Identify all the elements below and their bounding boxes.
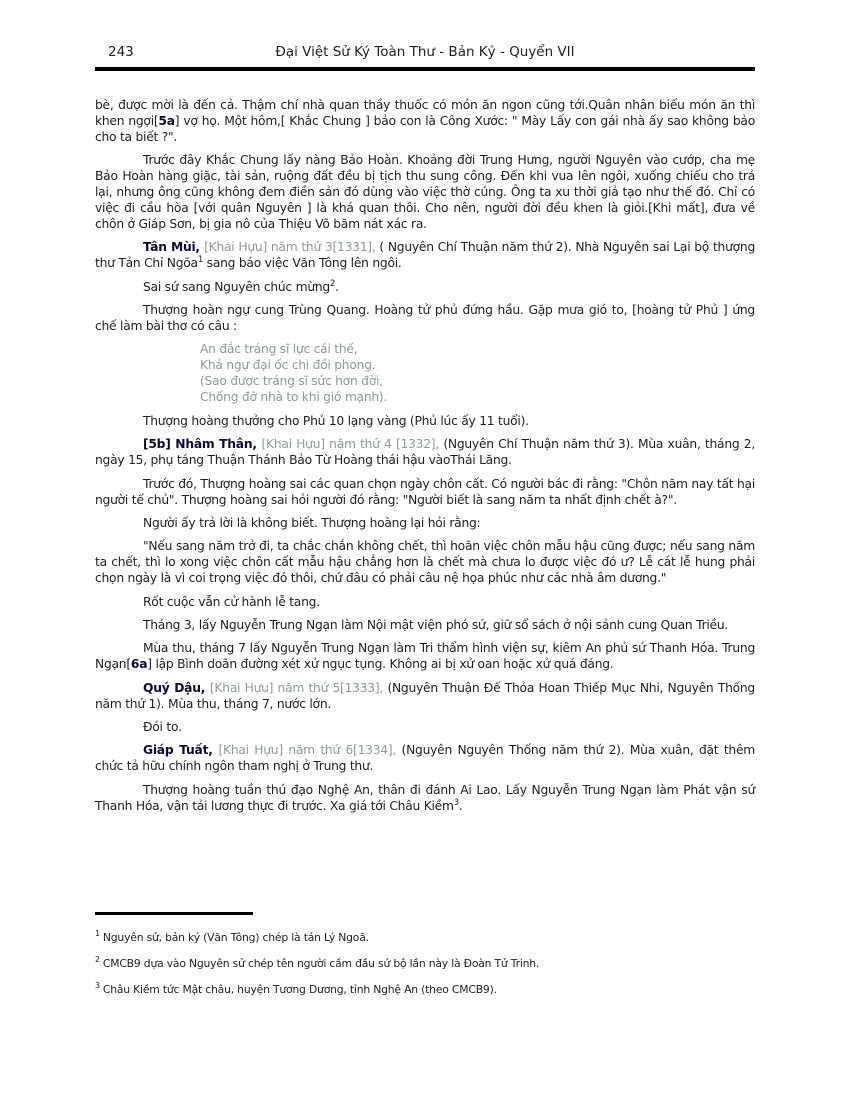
bold-run: 5a [158, 113, 175, 128]
body-content [95, 98, 755, 822]
page-number: 243 [108, 44, 134, 60]
footnote-ref: 2 [329, 278, 336, 289]
text-run: Đói to. [143, 720, 182, 734]
footnote-separator [95, 912, 253, 915]
text-run: ] lập Bình doãn đường xét xử ngục tụng. Không ai bị xử oan hoặc xử quá đáng. [147, 657, 614, 672]
footnote-number: 1 [95, 929, 100, 939]
poem-line: (Sao được tráng sĩ sức hơn đời, [200, 374, 383, 389]
text-run: Thượng hoàn ngự cung Trùng Quang. Hoàng tử phủ đứng hầu. Gặp mưa gió to, [hoàng tử Phủ ] ứng chế làm bài thơ có câu : [95, 302, 755, 333]
bold-run: Giáp Tuất, [143, 743, 219, 758]
bold-run: Quý Dậu, [143, 680, 210, 695]
text-run: . [458, 798, 463, 813]
text-run: (Nguyên Chí Thuận năm thứ 3). Mùa xuân, tháng 2, ngày 15, phụ táng Thuận Thánh Bảo Từ Hoàng thái hậu vàoThái Lăng. [95, 437, 756, 468]
text-run: Người ấy trả lời là không biết. Thượng hoàng lại hỏi rằng: [143, 515, 481, 530]
text-run: ( Nguyên Chí Thuận năm thứ 2). Nhà Nguyên sai Lại bộ thượng thư Tản Chỉ Ngõa [95, 240, 755, 271]
page-title: Đại Việt Sử Ký Toàn Thư - Bản Kỷ - Quyển VII [275, 44, 575, 60]
footnote-item [95, 931, 755, 944]
paragraph [95, 477, 755, 509]
muted-run: [Khai Hựu] năm thứ 5[1333], [209, 680, 388, 695]
muted-run: [Khai Hựu] năm thứ 4 [1332], [261, 437, 444, 452]
footnote-number: 3 [95, 981, 100, 991]
paragraph [95, 641, 755, 673]
paragraph [95, 437, 755, 469]
poem-line: Chống đỡ nhà to khi gió mạnh). [200, 390, 388, 404]
paragraph [95, 681, 755, 713]
paragraph [95, 153, 755, 233]
text-run: Rốt cuộc vẫn cử hành lễ tang. [143, 594, 320, 609]
footnote-text: Nguyên sử, bản ký (Văn Tông) chép là tán Lý Ngoã. [102, 931, 369, 944]
paragraph [95, 783, 755, 815]
footnote-list [95, 931, 755, 996]
paragraph [95, 303, 755, 335]
bold-run: 6a [130, 657, 148, 672]
muted-run: [Khai Hựu] năm thứ 3[1331], [204, 240, 380, 255]
bold-run: [5b] Nhâm Thân, [143, 437, 262, 452]
paragraph [95, 98, 755, 146]
paragraph [95, 618, 755, 634]
text-run: Mùa thu, tháng 7 lấy Nguyễn Trung Ngạn làm Tri thẩm hình viện sự, kiêm An phủ sứ Thanh Hóa. Trung Ngạn[ [95, 641, 755, 672]
footnotes-section [95, 912, 755, 1009]
text-run: Trước đây Khắc Chung lấy nàng Bảo Hoàn. Khoảng đời Trung Hưng, người Nguyên vào cướp, cha mẹ Bảo Hoàn hàng giặc, tài sản, ruộng đất đều bị tịch thu sung công. Đến khi vua lên ngôi, xuống chiếu cho trả lại, nhưng ông cũng không đem điền sản đó dùng vào việc thờ cúng. Ông ta xu thời giả tạo như thế đó. Chỉ có việc đi cầu hòa [với quân Nguyên ] là khá quan thôi. Cho nên, người đời đều khen là giỏi.[Khi mất], đưa về chôn ở Giáp Sơn, bị gia nô của Thiệu Võ băm nát xác ra. [95, 153, 755, 231]
page-header [95, 44, 755, 71]
bold-run: Tân Mùi, [143, 240, 205, 255]
text-run: sang báo việc Văn Tông lên ngôi. [203, 256, 402, 271]
paragraph [95, 743, 755, 775]
footnote-ref: 3 [453, 797, 459, 808]
footnote-text: CMCB9 dựa vào Nguyên sử chép tên người cầm đầu sứ bộ lần này là Đoàn Tử Trinh. [102, 957, 540, 970]
paragraph [95, 240, 755, 272]
text-run: "Nếu sang năm trở đi, ta chắc chắn không chết, thì hoãn việc chôn mẫu hậu cũng được; nếu sang năm ta chết, thì lo xong việc chôn cất mẫu hậu chẳng hơn là chết mà chưa lo được việc đó ư? Lễ cát lễ hung phải chọn ngày là vì coi trọng việc đó thôi, chứ đâu có phải câu nệ họa phúc như các nhà âm dương." [95, 539, 755, 586]
text-run: (Nguyên Thuận Đế Thỏa Hoan Thiếp Mục Nhi, Nguyên Thống năm thứ 1). Mùa thu, tháng 7, nước lớn. [95, 680, 755, 711]
poem-block [200, 342, 755, 406]
paragraph [95, 516, 755, 532]
footnote-item [95, 957, 755, 970]
footnote-text: Châu Kiềm tức Mật châu, huyện Tương Dương, tỉnh Nghệ An (theo CMCB9). [102, 983, 497, 996]
footnote-item [95, 983, 755, 996]
footnote-number: 2 [95, 955, 100, 965]
text-run: . [335, 279, 339, 294]
paragraph [95, 414, 755, 430]
poem-line: An đắc tráng sĩ lực cái thế, [200, 342, 358, 357]
paragraph [95, 539, 755, 587]
footnote-ref: 1 [197, 255, 204, 266]
paragraph [95, 720, 755, 736]
muted-run: [Khai Hựu] năm thứ 6[1334], [218, 743, 402, 758]
paragraph [95, 595, 755, 611]
text-run: (Nguyên Nguyên Thống năm thứ 2). Mùa xuân, đặt thêm chức tả hữu chính ngôn tham nghị ở Trung thư. [95, 743, 755, 774]
text-run: Trước đó, Thượng hoàng sai các quan chọn ngày chôn cất. Có người bác đi rằng: "Chôn năm nay tất hại người tế chủ". Thượng hoàng sai hỏi người đó rằng: "Người biết là sang năm ta nhất định chết à?". [95, 476, 755, 507]
poem-line: Khả ngự đại ốc chi đồi phong. [200, 358, 376, 373]
text-run: Thượng hoàng tuần thú đạo Nghệ An, thân đi đánh Ai Lao. Lấy Nguyễn Trung Ngạn làm Phát vận sứ Thanh Hóa, vận tải lương thực đi trước. Xa giá tới Châu Kiềm [95, 782, 755, 813]
text-run: ] vợ họ. Một hôm,[ Khắc Chung ] bảo con là Công Xước: " Mày Lấy con gái nhà ấy sao không bảo cho ta biết ?". [95, 113, 755, 144]
text-run: bè, được mời là đến cả. Thậm chí nhà quan thầy thuốc có món ăn ngon cũng tới.Quân nhân biếu món ăn thì khen ngợi[ [95, 98, 755, 128]
text-run: Thượng hoàng thưởng cho Phủ 10 lạng vàng (Phủ lúc ấy 11 tuổi). [143, 413, 529, 428]
text-run: Sai sứ sang Nguyên chúc mừng [143, 279, 330, 294]
text-run: Tháng 3, lấy Nguyễn Trung Ngạn làm Nội mật viện phó sứ, giữ sổ sách ở nội sảnh cung Quan Triều. [143, 617, 729, 632]
paragraph [95, 280, 755, 296]
